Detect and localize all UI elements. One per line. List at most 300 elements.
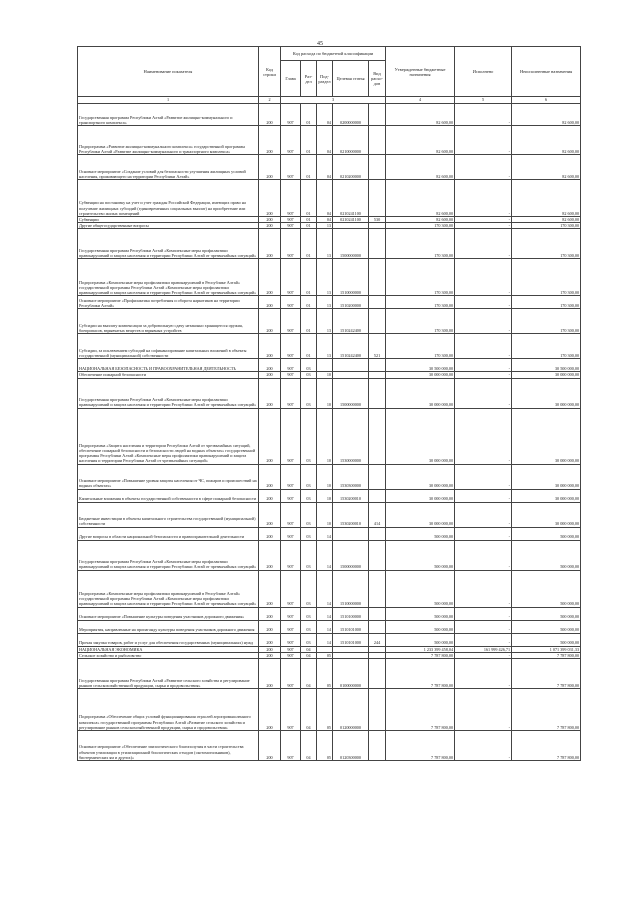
row-chapter: 907: [281, 659, 301, 689]
row-unexecuted: 170 300,00: [512, 229, 581, 259]
row-chapter: 907: [281, 217, 301, 223]
table-row: [78, 259, 581, 296]
row-name: Подпрограмма «Развитие жилищно-коммунального комплекса» государственной программы Республики Алтай «Развитие жилищно-коммунального и транспортного комплекса»: [78, 126, 259, 155]
row-executed: -: [455, 126, 512, 155]
row-target: 1500000000: [333, 378, 369, 408]
row-executed: -: [455, 217, 512, 223]
row-subsection: 14: [317, 607, 333, 620]
row-line-code: 200: [259, 155, 281, 180]
row-executed: -: [455, 372, 512, 378]
header-approved: Утвержденные бюджетные назначения: [386, 47, 455, 97]
row-approved: 30 000 000,00: [386, 502, 455, 527]
row-approved: 170 300,00: [386, 259, 455, 296]
row-section: 01: [301, 259, 317, 296]
row-subsection: 10: [317, 378, 333, 408]
row-chapter: 907: [281, 652, 301, 658]
row-unexecuted: 500 000,00: [512, 607, 581, 620]
row-unexecuted: 500 000,00: [512, 527, 581, 540]
row-name: Субвенции на постановку на учет и учет граждан Российской Федерации, имеющих право на получение жилищных субсидий (единовременных социальных выплат) на приобретение или строительство жилых помещений: [78, 180, 259, 217]
row-approved: 170 300,00: [386, 309, 455, 334]
row-section: 04: [301, 652, 317, 658]
row-name: Государственная программа Республики Алтай «Развитие жилищно-коммунального и транспортного комплекса»: [78, 104, 259, 126]
row-target: 0210241100: [333, 217, 369, 223]
row-approved: 82 600,00: [386, 104, 455, 126]
index-cell: 6: [512, 97, 581, 104]
row-unexecuted: 30 000 000,00: [512, 408, 581, 464]
row-chapter: 907: [281, 464, 301, 489]
header-classification: Код расхода по бюджетной классификации: [281, 47, 386, 61]
row-executed: -: [455, 223, 512, 229]
row-name: Основное мероприятие «Обеспечение эпизоотического благополучия в части строительства объектов утилизации в утилизационной биологических отходов (скотомогильников), биотермических ям и других)»: [78, 731, 259, 761]
row-chapter: 907: [281, 502, 301, 527]
row-subsection: 05: [317, 689, 333, 731]
row-approved: 170 300,00: [386, 229, 455, 259]
row-section: 01: [301, 126, 317, 155]
row-chapter: 907: [281, 334, 301, 359]
header-expense-type: Вид расхо-дов: [369, 61, 386, 97]
row-unexecuted: 500 000,00: [512, 570, 581, 607]
row-line-code: 200: [259, 652, 281, 658]
row-target: 1510242400: [333, 309, 369, 334]
row-line-code: 200: [259, 731, 281, 761]
row-line-code: 200: [259, 489, 281, 502]
row-approved: 500 000,00: [386, 620, 455, 633]
row-subsection: 10: [317, 408, 333, 464]
header-section: Раз-дел: [301, 61, 317, 97]
row-name: Подпрограмма «Комплексные меры профилактики правонарушений в Республике Алтай» государственной программы Республики Алтай «Комплексные меры профилактики правонарушений и защита населения и территории Республики Алтай от чрезвычайных ситуаций»: [78, 570, 259, 607]
row-target: 0120000000: [333, 689, 369, 731]
row-unexecuted: 30 000 000,00: [512, 372, 581, 378]
row-line-code: 200: [259, 570, 281, 607]
row-executed: -: [455, 502, 512, 527]
row-unexecuted: 82 600,00: [512, 155, 581, 180]
row-chapter: 907: [281, 359, 301, 372]
row-chapter: 907: [281, 104, 301, 126]
row-executed: -: [455, 633, 512, 646]
row-unexecuted: 170 300,00: [512, 259, 581, 296]
row-chapter: 907: [281, 633, 301, 646]
row-line-code: 200: [259, 296, 281, 309]
row-name: Другие вопросы в области национальной безопасности и правоохранительной деятельности: [78, 527, 259, 540]
row-expense-type: [369, 408, 386, 464]
row-section: 01: [301, 229, 317, 259]
row-name: НАЦИОНАЛЬНАЯ ЭКОНОМИКА: [78, 646, 259, 652]
table-row: [78, 731, 581, 761]
table-row: [78, 296, 581, 309]
row-target: 1510100000: [333, 607, 369, 620]
row-line-code: 200: [259, 502, 281, 527]
row-subsection: 13: [317, 223, 333, 229]
row-target: 1530200010: [333, 489, 369, 502]
row-subsection: 05: [317, 731, 333, 761]
row-chapter: 907: [281, 489, 301, 502]
row-name: Основное мероприятие «Повышение культуры поведения участников дорожного движения»: [78, 607, 259, 620]
row-section: 04: [301, 689, 317, 731]
row-executed: -: [455, 527, 512, 540]
row-line-code: 200: [259, 359, 281, 372]
row-approved: 500 000,00: [386, 633, 455, 646]
row-name: Основное мероприятие «Профилактика потребления и оборота наркотиков на территории Республики Алтай»: [78, 296, 259, 309]
row-executed: -: [455, 259, 512, 296]
row-line-code: 200: [259, 689, 281, 731]
row-section: 03: [301, 464, 317, 489]
row-approved: 30 000 000,00: [386, 408, 455, 464]
row-approved: 30 000 000,00: [386, 489, 455, 502]
row-chapter: 907: [281, 378, 301, 408]
row-subsection: 13: [317, 309, 333, 334]
row-target: 1510101000: [333, 633, 369, 646]
row-executed: -: [455, 489, 512, 502]
row-subsection: 10: [317, 464, 333, 489]
row-section: 01: [301, 309, 317, 334]
row-name: Прочая закупка товаров, работ и услуг для обеспечения государственных (муниципальных) нужд: [78, 633, 259, 646]
row-name: Субсидии на выплату компенсации за добровольную сдачу незаконно хранящегося оружия, боеприпасов, взрывчатых веществ и взрывных устройств: [78, 309, 259, 334]
header-executed: Исполнено: [455, 47, 512, 97]
row-expense-type: [369, 464, 386, 489]
row-name: Государственная программа Республики Алтай «Комплексные меры профилактики правонарушений и защита населения и территории Республики Алтай от чрезвычайных ситуаций»: [78, 229, 259, 259]
row-unexecuted: 170 300,00: [512, 223, 581, 229]
index-cell: 2: [259, 97, 281, 104]
row-expense-type: 521: [369, 334, 386, 359]
table-row: [78, 570, 581, 607]
row-name: Подпрограмма «Защита населения и территории Республики Алтай от чрезвычайных ситуаций, обеспечение пожарной безопасности и безопасности людей на водных объектах» государственной программы Республики Алтай «Комплексные меры профилактики правонарушений и защита населения и территории Республики Алтай от чрезвычайных ситуаций»: [78, 408, 259, 464]
row-expense-type: [369, 527, 386, 540]
row-approved: 7 787 800,00: [386, 659, 455, 689]
row-executed: -: [455, 296, 512, 309]
row-section: 03: [301, 540, 317, 570]
row-target: 1500000000: [333, 540, 369, 570]
table-row: [78, 155, 581, 180]
row-unexecuted: 7 787 800,00: [512, 659, 581, 689]
row-chapter: 907: [281, 689, 301, 731]
row-unexecuted: 1 071 399 031,33: [512, 646, 581, 652]
row-line-code: 200: [259, 126, 281, 155]
table-row: [78, 502, 581, 527]
row-target: 1530300000: [333, 464, 369, 489]
row-section: 03: [301, 378, 317, 408]
row-name: Основное мероприятие «Создание условий для безопасности улучшения жилищных условий населения, проживающего на территории Республики Алтай»: [78, 155, 259, 180]
row-subsection: 05: [317, 659, 333, 689]
row-section: 04: [301, 659, 317, 689]
row-unexecuted: 500 000,00: [512, 540, 581, 570]
index-cell: 5: [455, 97, 512, 104]
row-chapter: 907: [281, 180, 301, 217]
row-expense-type: [369, 155, 386, 180]
row-unexecuted: 7 787 800,00: [512, 731, 581, 761]
row-section: 03: [301, 633, 317, 646]
row-target: [333, 527, 369, 540]
row-executed: -: [455, 104, 512, 126]
header-line-code: Код строки: [259, 47, 281, 97]
table-header: [78, 47, 581, 104]
row-expense-type: [369, 607, 386, 620]
index-cell: 3: [281, 97, 386, 104]
row-target: 1530000000: [333, 408, 369, 464]
row-section: 03: [301, 620, 317, 633]
row-chapter: 907: [281, 296, 301, 309]
row-approved: 170 300,00: [386, 334, 455, 359]
row-chapter: 907: [281, 646, 301, 652]
row-executed: -: [455, 378, 512, 408]
row-name: Подпрограмма «Комплексные меры профилактики правонарушений в Республике Алтай» государственной программы Республики Алтай «Комплексные меры профилактики правонарушений и защита населения и территории Республики Алтай от чрезвычайных ситуаций»: [78, 259, 259, 296]
row-expense-type: [369, 126, 386, 155]
row-executed: -: [455, 180, 512, 217]
table-row: [78, 464, 581, 489]
row-section: 03: [301, 607, 317, 620]
row-expense-type: [369, 620, 386, 633]
row-expense-type: [369, 229, 386, 259]
table-row: [78, 104, 581, 126]
row-chapter: 907: [281, 372, 301, 378]
row-section: 03: [301, 372, 317, 378]
row-subsection: 13: [317, 229, 333, 259]
row-unexecuted: 30 000 000,00: [512, 464, 581, 489]
row-section: 03: [301, 359, 317, 372]
row-executed: -: [455, 359, 512, 372]
table-row: [78, 633, 581, 646]
row-target: 1510242400: [333, 334, 369, 359]
row-name: Субвенции: [78, 217, 259, 223]
row-expense-type: [369, 296, 386, 309]
row-executed: -: [455, 464, 512, 489]
index-cell: 1: [78, 97, 259, 104]
row-section: 01: [301, 217, 317, 223]
row-unexecuted: 82 600,00: [512, 180, 581, 217]
table-row: [78, 309, 581, 334]
row-approved: 82 600,00: [386, 126, 455, 155]
table-row: [78, 540, 581, 570]
row-target: 0210200000: [333, 155, 369, 180]
row-unexecuted: 30 000 000,00: [512, 378, 581, 408]
row-unexecuted: 170 300,00: [512, 309, 581, 334]
table-row: [78, 689, 581, 731]
row-unexecuted: 7 787 800,00: [512, 652, 581, 658]
table-row: [78, 359, 581, 372]
row-approved: 82 600,00: [386, 180, 455, 217]
row-line-code: 200: [259, 659, 281, 689]
row-name: НАЦИОНАЛЬНАЯ БЕЗОПАСНОСТЬ И ПРАВООХРАНИТЕЛЬНАЯ ДЕЯТЕЛЬНОСТЬ: [78, 359, 259, 372]
row-subsection: [317, 359, 333, 372]
row-chapter: 907: [281, 259, 301, 296]
row-subsection: 04: [317, 126, 333, 155]
row-subsection: 04: [317, 217, 333, 223]
row-section: 01: [301, 155, 317, 180]
row-subsection: 13: [317, 334, 333, 359]
row-approved: 7 787 800,00: [386, 689, 455, 731]
row-line-code: 200: [259, 259, 281, 296]
row-target: 1500000000: [333, 229, 369, 259]
row-line-code: 200: [259, 607, 281, 620]
row-section: 04: [301, 731, 317, 761]
row-approved: 170 300,00: [386, 223, 455, 229]
row-approved: 500 000,00: [386, 607, 455, 620]
header-subsection: Под-раздел: [317, 61, 333, 97]
row-expense-type: [369, 689, 386, 731]
row-name: Подпрограмма «Обеспечение общих условий функционирования отраслей агропромышленного комплекса» государственной программы Республики Алтай «Развитие сельского хозяйства и регулирование рынков сельскохозяйственной продукции, сырья и продовольствия»: [78, 689, 259, 731]
row-line-code: 200: [259, 620, 281, 633]
row-executed: -: [455, 731, 512, 761]
row-section: 03: [301, 489, 317, 502]
table-row: [78, 659, 581, 689]
row-section: 03: [301, 408, 317, 464]
row-line-code: 200: [259, 223, 281, 229]
row-target: 1510200000: [333, 296, 369, 309]
table-body: [78, 104, 581, 761]
row-unexecuted: 82 600,00: [512, 217, 581, 223]
row-chapter: 907: [281, 229, 301, 259]
row-expense-type: [369, 570, 386, 607]
row-unexecuted: 170 300,00: [512, 296, 581, 309]
row-line-code: 200: [259, 464, 281, 489]
row-chapter: 907: [281, 731, 301, 761]
row-chapter: 907: [281, 570, 301, 607]
row-approved: 82 600,00: [386, 155, 455, 180]
table-row: [78, 180, 581, 217]
row-expense-type: [369, 378, 386, 408]
row-target: 1510000000: [333, 570, 369, 607]
row-line-code: 200: [259, 372, 281, 378]
row-approved: 500 000,00: [386, 527, 455, 540]
row-target: 1510101000: [333, 620, 369, 633]
budget-execution-table: [77, 46, 581, 761]
row-expense-type: [369, 359, 386, 372]
row-expense-type: [369, 540, 386, 570]
row-unexecuted: 7 787 800,00: [512, 689, 581, 731]
row-approved: 7 787 800,00: [386, 731, 455, 761]
row-approved: 1 233 399 458,04: [386, 646, 455, 652]
row-subsection: 04: [317, 155, 333, 180]
row-name: Мероприятия, направленные на пропаганду культуры поведения участников дорожного движения: [78, 620, 259, 633]
row-line-code: 200: [259, 527, 281, 540]
table-row: [78, 229, 581, 259]
row-expense-type: 414: [369, 502, 386, 527]
row-subsection: 14: [317, 540, 333, 570]
row-line-code: 200: [259, 104, 281, 126]
row-approved: 170 300,00: [386, 296, 455, 309]
row-chapter: 907: [281, 309, 301, 334]
row-name: Обеспечение пожарной безопасности: [78, 372, 259, 378]
row-subsection: 13: [317, 296, 333, 309]
table-row: [78, 489, 581, 502]
row-line-code: 200: [259, 646, 281, 652]
row-target: [333, 359, 369, 372]
table-row: [78, 126, 581, 155]
header-indicator: Наименование показателя: [78, 47, 259, 97]
row-subsection: 13: [317, 259, 333, 296]
row-executed: -: [455, 620, 512, 633]
row-name: Капитальные вложения в объекты государственной собственности в сфере пожарной безопасности: [78, 489, 259, 502]
row-name: Основное мероприятие «Повышение уровня защиты населения от ЧС, пожаров и происшествий на водных объектах»: [78, 464, 259, 489]
table-row: [78, 607, 581, 620]
row-name: Государственная программа Республики Алтай «Развитие сельского хозяйства и регулирование рынков сельскохозяйственной продукции, сырья и продовольствия»: [78, 659, 259, 689]
row-unexecuted: 30 000 000,00: [512, 489, 581, 502]
table-row: [78, 378, 581, 408]
row-approved: 500 000,00: [386, 570, 455, 607]
row-line-code: 200: [259, 229, 281, 259]
row-approved: 500 000,00: [386, 540, 455, 570]
row-chapter: 907: [281, 155, 301, 180]
row-subsection: 14: [317, 570, 333, 607]
row-approved: 30 000 000,00: [386, 464, 455, 489]
row-subsection: 04: [317, 180, 333, 217]
table-row: [78, 334, 581, 359]
row-line-code: 200: [259, 408, 281, 464]
table-row: [78, 527, 581, 540]
row-executed: -: [455, 689, 512, 731]
row-approved: 30 000 000,00: [386, 378, 455, 408]
table-row: [78, 408, 581, 464]
row-target: 0120300000: [333, 731, 369, 761]
column-index-row: [78, 97, 581, 104]
row-line-code: 200: [259, 217, 281, 223]
row-executed: -: [455, 229, 512, 259]
row-subsection: 05: [317, 652, 333, 658]
row-approved: 7 787 800,00: [386, 652, 455, 658]
row-section: 03: [301, 527, 317, 540]
row-section: 01: [301, 180, 317, 217]
row-target: 0200000000: [333, 104, 369, 126]
row-section: 03: [301, 570, 317, 607]
row-unexecuted: 170 300,00: [512, 334, 581, 359]
row-executed: -: [455, 155, 512, 180]
row-approved: 82 600,00: [386, 217, 455, 223]
row-chapter: 907: [281, 126, 301, 155]
row-approved: 30 000 000,00: [386, 372, 455, 378]
row-chapter: 907: [281, 540, 301, 570]
row-name: Другие общегосударственные вопросы: [78, 223, 259, 229]
row-line-code: 200: [259, 633, 281, 646]
row-executed: -: [455, 334, 512, 359]
page-number: 45: [317, 41, 323, 47]
row-target: 1530200010: [333, 502, 369, 527]
row-name: Бюджетные инвестиции в объекты капитального строительства государственной (муниципальной) собственности: [78, 502, 259, 527]
row-expense-type: [369, 659, 386, 689]
row-unexecuted: 500 000,00: [512, 633, 581, 646]
row-chapter: 907: [281, 607, 301, 620]
table-row: [78, 620, 581, 633]
row-subsection: 14: [317, 527, 333, 540]
row-expense-type: [369, 731, 386, 761]
row-executed: -: [455, 652, 512, 658]
row-line-code: 200: [259, 180, 281, 217]
row-name: Субсидии, за исключением субсидий на софинансирование капитальных вложений в объекты государственной (муниципальной) собственности: [78, 334, 259, 359]
row-line-code: 200: [259, 378, 281, 408]
row-expense-type: [369, 309, 386, 334]
row-expense-type: 244: [369, 633, 386, 646]
row-expense-type: 530: [369, 217, 386, 223]
row-section: 01: [301, 296, 317, 309]
row-name: Сельское хозяйство и рыболовство: [78, 652, 259, 658]
row-section: 04: [301, 646, 317, 652]
row-section: 01: [301, 104, 317, 126]
row-unexecuted: 82 600,00: [512, 104, 581, 126]
row-unexecuted: 82 600,00: [512, 126, 581, 155]
row-section: 01: [301, 223, 317, 229]
row-subsection: 14: [317, 620, 333, 633]
row-unexecuted: 500 000,00: [512, 620, 581, 633]
row-executed: -: [455, 607, 512, 620]
row-subsection: 10: [317, 372, 333, 378]
row-expense-type: [369, 259, 386, 296]
row-chapter: 907: [281, 408, 301, 464]
row-target: 1510000000: [333, 259, 369, 296]
row-subsection: 10: [317, 489, 333, 502]
row-approved: 30 500 000,00: [386, 359, 455, 372]
row-expense-type: [369, 489, 386, 502]
row-target: 0210241100: [333, 180, 369, 217]
row-executed: -: [455, 570, 512, 607]
row-executed: -: [455, 659, 512, 689]
